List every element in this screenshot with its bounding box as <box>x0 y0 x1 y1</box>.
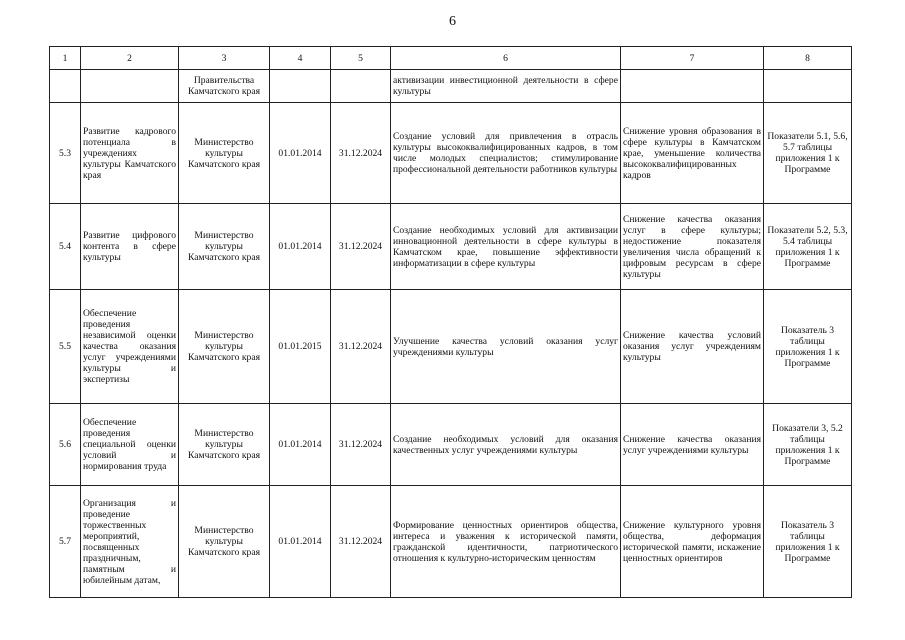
row-number: 5.3 <box>50 103 81 204</box>
end-date: 31.12.2024 <box>331 404 391 486</box>
expected-result: Улучшение качества условий оказания услуг учреждениями культуры <box>391 290 621 404</box>
table-row <box>50 486 852 598</box>
start-date: 01.01.2014 <box>270 486 331 598</box>
measure-name: Обеспечение проведения независимой оценки качества оказания услуг учреждениями культуры и экспертизы <box>81 290 179 404</box>
row-number: 5.7 <box>50 486 81 598</box>
header-cell: 4 <box>270 47 331 70</box>
row-number: 5.4 <box>50 204 81 290</box>
expected-result: Создание условий для привлечения в отрасль культуры высококвалифицированных кадров, в том числе молодых специалистов; стимулирование профессиональной деятельности работников культуры <box>391 103 621 204</box>
program-table <box>49 46 852 598</box>
page-number: 6 <box>449 14 456 29</box>
header-cell: 6 <box>391 47 621 70</box>
end-date: 31.12.2024 <box>331 486 391 598</box>
table-row <box>50 404 852 486</box>
measure-name: Обеспечение проведения специальной оценки условий и нормирования труда <box>81 404 179 486</box>
executor: Министерство культуры Камчатского края <box>179 404 270 486</box>
start-date: 01.01.2014 <box>270 204 331 290</box>
indicators: Показатели 5.1, 5.6, 5.7 таблицы приложения 1 к Программе <box>764 103 852 204</box>
measure-name: Развитие кадрового потенциала в учреждениях культуры Камчатского края <box>81 103 179 204</box>
executor: Министерство культуры Камчатского края <box>179 486 270 598</box>
expected-result: Формирование ценностных ориентиров общества, интереса и уважения к исторической памяти, гражданской идентичности, патриотического отношения к культурно-историческим ценностям <box>391 486 621 598</box>
header-cell: 3 <box>179 47 270 70</box>
measure-name: Организация и проведение торжественных мероприятий, посвященных праздничным, памятным и юбилейным датам, <box>81 486 179 598</box>
header-cell: 2 <box>81 47 179 70</box>
executor: Министерство культуры Камчатского края <box>179 204 270 290</box>
end-date: 31.12.2024 <box>331 204 391 290</box>
end-date: 31.12.2024 <box>331 290 391 404</box>
start-date <box>270 70 331 103</box>
executor: Правительства Камчатского края <box>179 70 270 103</box>
table-row <box>50 204 852 290</box>
table-row <box>50 103 852 204</box>
consequence: Снижение культурного уровня общества, деформация исторической памяти, искажение ценностных ориентиров <box>621 486 764 598</box>
consequence: Снижение качества оказания услуг учреждениями культуры <box>621 404 764 486</box>
executor: Министерство культуры Камчатского края <box>179 103 270 204</box>
measure-name: Развитие цифрового контента в сфере культуры <box>81 204 179 290</box>
consequence <box>621 70 764 103</box>
row-number: 5.6 <box>50 404 81 486</box>
start-date: 01.01.2015 <box>270 290 331 404</box>
indicators: Показатель 3 таблицы приложения 1 к Программе <box>764 486 852 598</box>
expected-result: активизации инвестиционной деятельности в сфере культуры <box>391 70 621 103</box>
indicators: Показатели 5.2, 5.3, 5.4 таблицы приложения 1 к Программе <box>764 204 852 290</box>
header-cell: 7 <box>621 47 764 70</box>
header-cell: 8 <box>764 47 852 70</box>
table-row <box>50 70 852 103</box>
start-date: 01.01.2014 <box>270 103 331 204</box>
expected-result: Создание необходимых условий для активизации инновационной деятельности в сфере культуры в Камчатском крае, повышение эффективности информатизации в сфере культуры <box>391 204 621 290</box>
consequence: Снижение качества оказания услуг в сфере культуры; недостижение показателя увеличения числа обращений к цифровым ресурсам в сфере культуры <box>621 204 764 290</box>
indicators: Показатель 3 таблицы приложения 1 к Программе <box>764 290 852 404</box>
row-number <box>50 70 81 103</box>
end-date: 31.12.2024 <box>331 103 391 204</box>
executor: Министерство культуры Камчатского края <box>179 290 270 404</box>
table-row <box>50 290 852 404</box>
consequence: Снижение качества условий оказания услуг учреждениям культуры <box>621 290 764 404</box>
row-number: 5.5 <box>50 290 81 404</box>
header-row <box>50 47 852 70</box>
header-cell: 5 <box>331 47 391 70</box>
measure-name <box>81 70 179 103</box>
consequence: Снижение уровня образования в сфере культуры в Камчатском крае, уменьшение количества высококвалифицированных кадров <box>621 103 764 204</box>
indicators <box>764 70 852 103</box>
start-date: 01.01.2014 <box>270 404 331 486</box>
indicators: Показатели 3, 5.2 таблицы приложения 1 к Программе <box>764 404 852 486</box>
header-cell: 1 <box>50 47 81 70</box>
end-date <box>331 70 391 103</box>
expected-result: Создание необходимых условий для оказания качественных услуг учреждениями культуры <box>391 404 621 486</box>
